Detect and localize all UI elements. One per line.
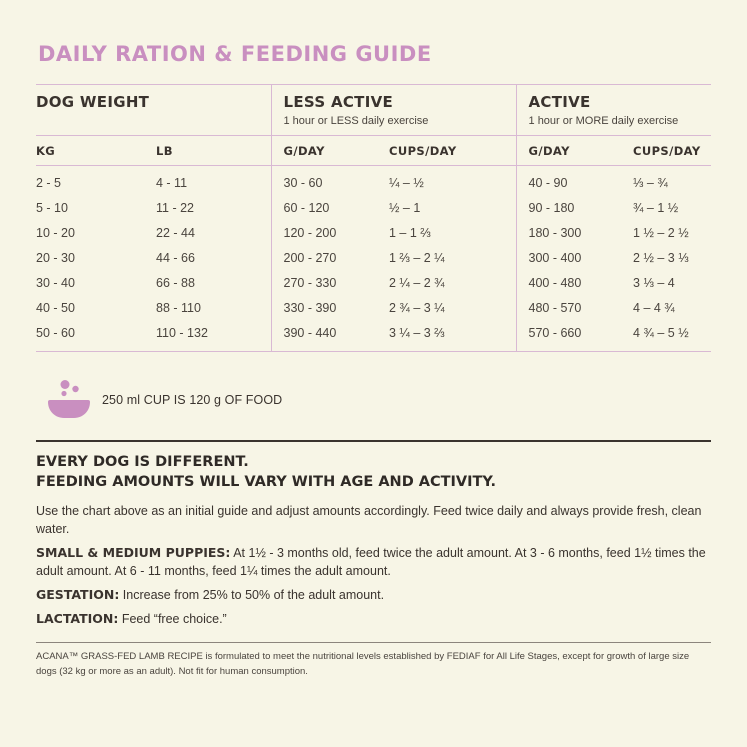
cup-icon	[42, 378, 96, 422]
puppies-label: SMALL & MEDIUM PUPPIES:	[36, 544, 231, 560]
cell-kg: 40 - 50	[36, 300, 75, 315]
cell-kg: 50 - 60	[36, 321, 156, 352]
cell-cupsday-active: ⅓ – ¾	[633, 176, 668, 191]
notes-lactation	[36, 610, 711, 628]
notes-heading-line2: FEEDING AMOUNTS WILL VARY WITH AGE AND ACTIVITY.	[36, 473, 497, 490]
notes-heading-line1: EVERY DOG IS DIFFERENT.	[36, 454, 249, 471]
cup-note-text: 250 ml CUP IS 120 g OF FOOD	[102, 393, 283, 408]
column-header-kg: KG	[36, 136, 156, 166]
page-title: DAILY RATION & FEEDING GUIDE	[38, 42, 432, 66]
cell-lb: 44 - 66	[156, 250, 195, 265]
cell-gday-less-active: 200 - 270	[271, 246, 389, 271]
table-row	[36, 296, 711, 321]
cell-gday-active: 180 - 300	[516, 221, 633, 246]
table-group-header-row	[36, 85, 711, 136]
column-header-cupsday-active: CUPS/DAY	[633, 136, 711, 166]
cell-cupsday-less-active: 1 – 1 ⅔	[389, 226, 431, 240]
column-header-cupsday-less-active: CUPS/DAY	[389, 136, 516, 166]
column-header-gday-active: G/DAY	[516, 136, 633, 166]
cell-lb: 11 - 22	[156, 201, 194, 216]
cell-cupsday-less-active: 2 ¾ – 3 ¼	[389, 300, 445, 315]
section-divider-thin	[36, 642, 711, 643]
cell-gday-less-active: 270 - 330	[271, 271, 389, 296]
table-row	[36, 196, 711, 221]
cell-gday-active: 90 - 180	[516, 196, 633, 221]
column-header-lb: LB	[156, 136, 271, 166]
cell-gday-active: 300 - 400	[516, 246, 633, 271]
table-row	[36, 221, 711, 246]
group-header-active: ACTIVE 1 hour or MORE daily exercise	[516, 85, 711, 136]
cell-kg: 10 - 20	[36, 226, 75, 240]
group-header-dog-weight: DOG WEIGHT	[36, 85, 271, 136]
cell-cupsday-active: 4 ¾ – 5 ½	[633, 321, 711, 352]
cell-kg: 30 - 40	[36, 275, 75, 290]
cell-gday-less-active: 330 - 390	[271, 296, 389, 321]
cell-cupsday-active: 1 ½ – 2 ½	[633, 226, 689, 240]
cell-cupsday-active: 4 – 4 ¾	[633, 300, 675, 315]
cell-lb: 66 - 88	[156, 275, 195, 290]
feeding-chart-table	[36, 84, 711, 352]
table-row	[36, 166, 711, 196]
cell-lb: 22 - 44	[156, 226, 195, 240]
cell-gday-less-active: 60 - 120	[271, 196, 389, 221]
cell-cupsday-less-active: 1 ⅔ – 2 ¼	[389, 250, 445, 265]
cell-cupsday-active: ¾ – 1 ½	[633, 201, 679, 216]
cup-conversion-note	[42, 378, 711, 422]
notes-paragraph: Use the chart above as an initial guide and adjust amounts accordingly. Feed twice daily and always provide fresh, clean water.	[36, 503, 702, 536]
table-column-header-row	[36, 136, 711, 166]
cell-gday-active: 40 - 90	[516, 166, 633, 196]
cell-cupsday-less-active: 3 ¼ – 3 ⅔	[389, 321, 516, 352]
cell-cupsday-less-active: ¼ – ½	[389, 176, 424, 191]
cell-gday-active: 570 - 660	[516, 321, 633, 352]
cell-kg: 2 - 5	[36, 176, 62, 191]
notes-gestation	[36, 586, 711, 604]
table-row	[36, 246, 711, 271]
cell-lb: 110 - 132	[156, 321, 271, 352]
cell-gday-less-active: 390 - 440	[271, 321, 389, 352]
cell-cupsday-less-active: 2 ¼ – 2 ¾	[389, 275, 445, 290]
cell-kg: 20 - 30	[36, 250, 75, 265]
notes-puppies	[36, 544, 711, 580]
group-header-less-active: LESS ACTIVE 1 hour or LESS daily exercise	[271, 85, 516, 136]
lactation-text: Feed “free choice.”	[118, 612, 227, 627]
cell-gday-less-active: 30 - 60	[271, 166, 389, 196]
cell-kg: 5 - 10	[36, 201, 68, 216]
cell-cupsday-active: 2 ½ – 3 ⅓	[633, 250, 689, 265]
cell-gday-active: 480 - 570	[516, 296, 633, 321]
cell-gday-active: 400 - 480	[516, 271, 633, 296]
cell-lb: 88 - 110	[156, 300, 201, 315]
lactation-label: LACTATION:	[36, 611, 119, 627]
table-row	[36, 271, 711, 296]
fineprint-disclaimer: ACANA™ GRASS-FED LAMB RECIPE is formulated to meet the nutritional levels established by FEDIAF for All Life Stages, except for growth of large size dogs (32 kg or more as an adult). Not fit for human consumption.	[36, 651, 690, 677]
gestation-label: GESTATION:	[36, 587, 120, 602]
cell-lb: 4 - 11	[156, 176, 188, 191]
gestation-text: Increase from 25% to 50% of the adult amount.	[119, 588, 385, 602]
cell-cupsday-active: 3 ⅓ – 4	[633, 275, 675, 290]
cell-gday-less-active: 120 - 200	[271, 221, 389, 246]
puppies-text: At 1½ - 3 months old, feed twice the adult amount. At 3 - 6 months, feed 1½ times the adult amount. At 6 - 11 months, feed 1¼ times the adult amount.	[36, 545, 706, 578]
column-header-gday-less-active: G/DAY	[271, 136, 389, 166]
cell-cupsday-less-active: ½ – 1	[389, 201, 421, 216]
feeding-notes-section	[36, 442, 711, 686]
table-row	[36, 321, 711, 352]
